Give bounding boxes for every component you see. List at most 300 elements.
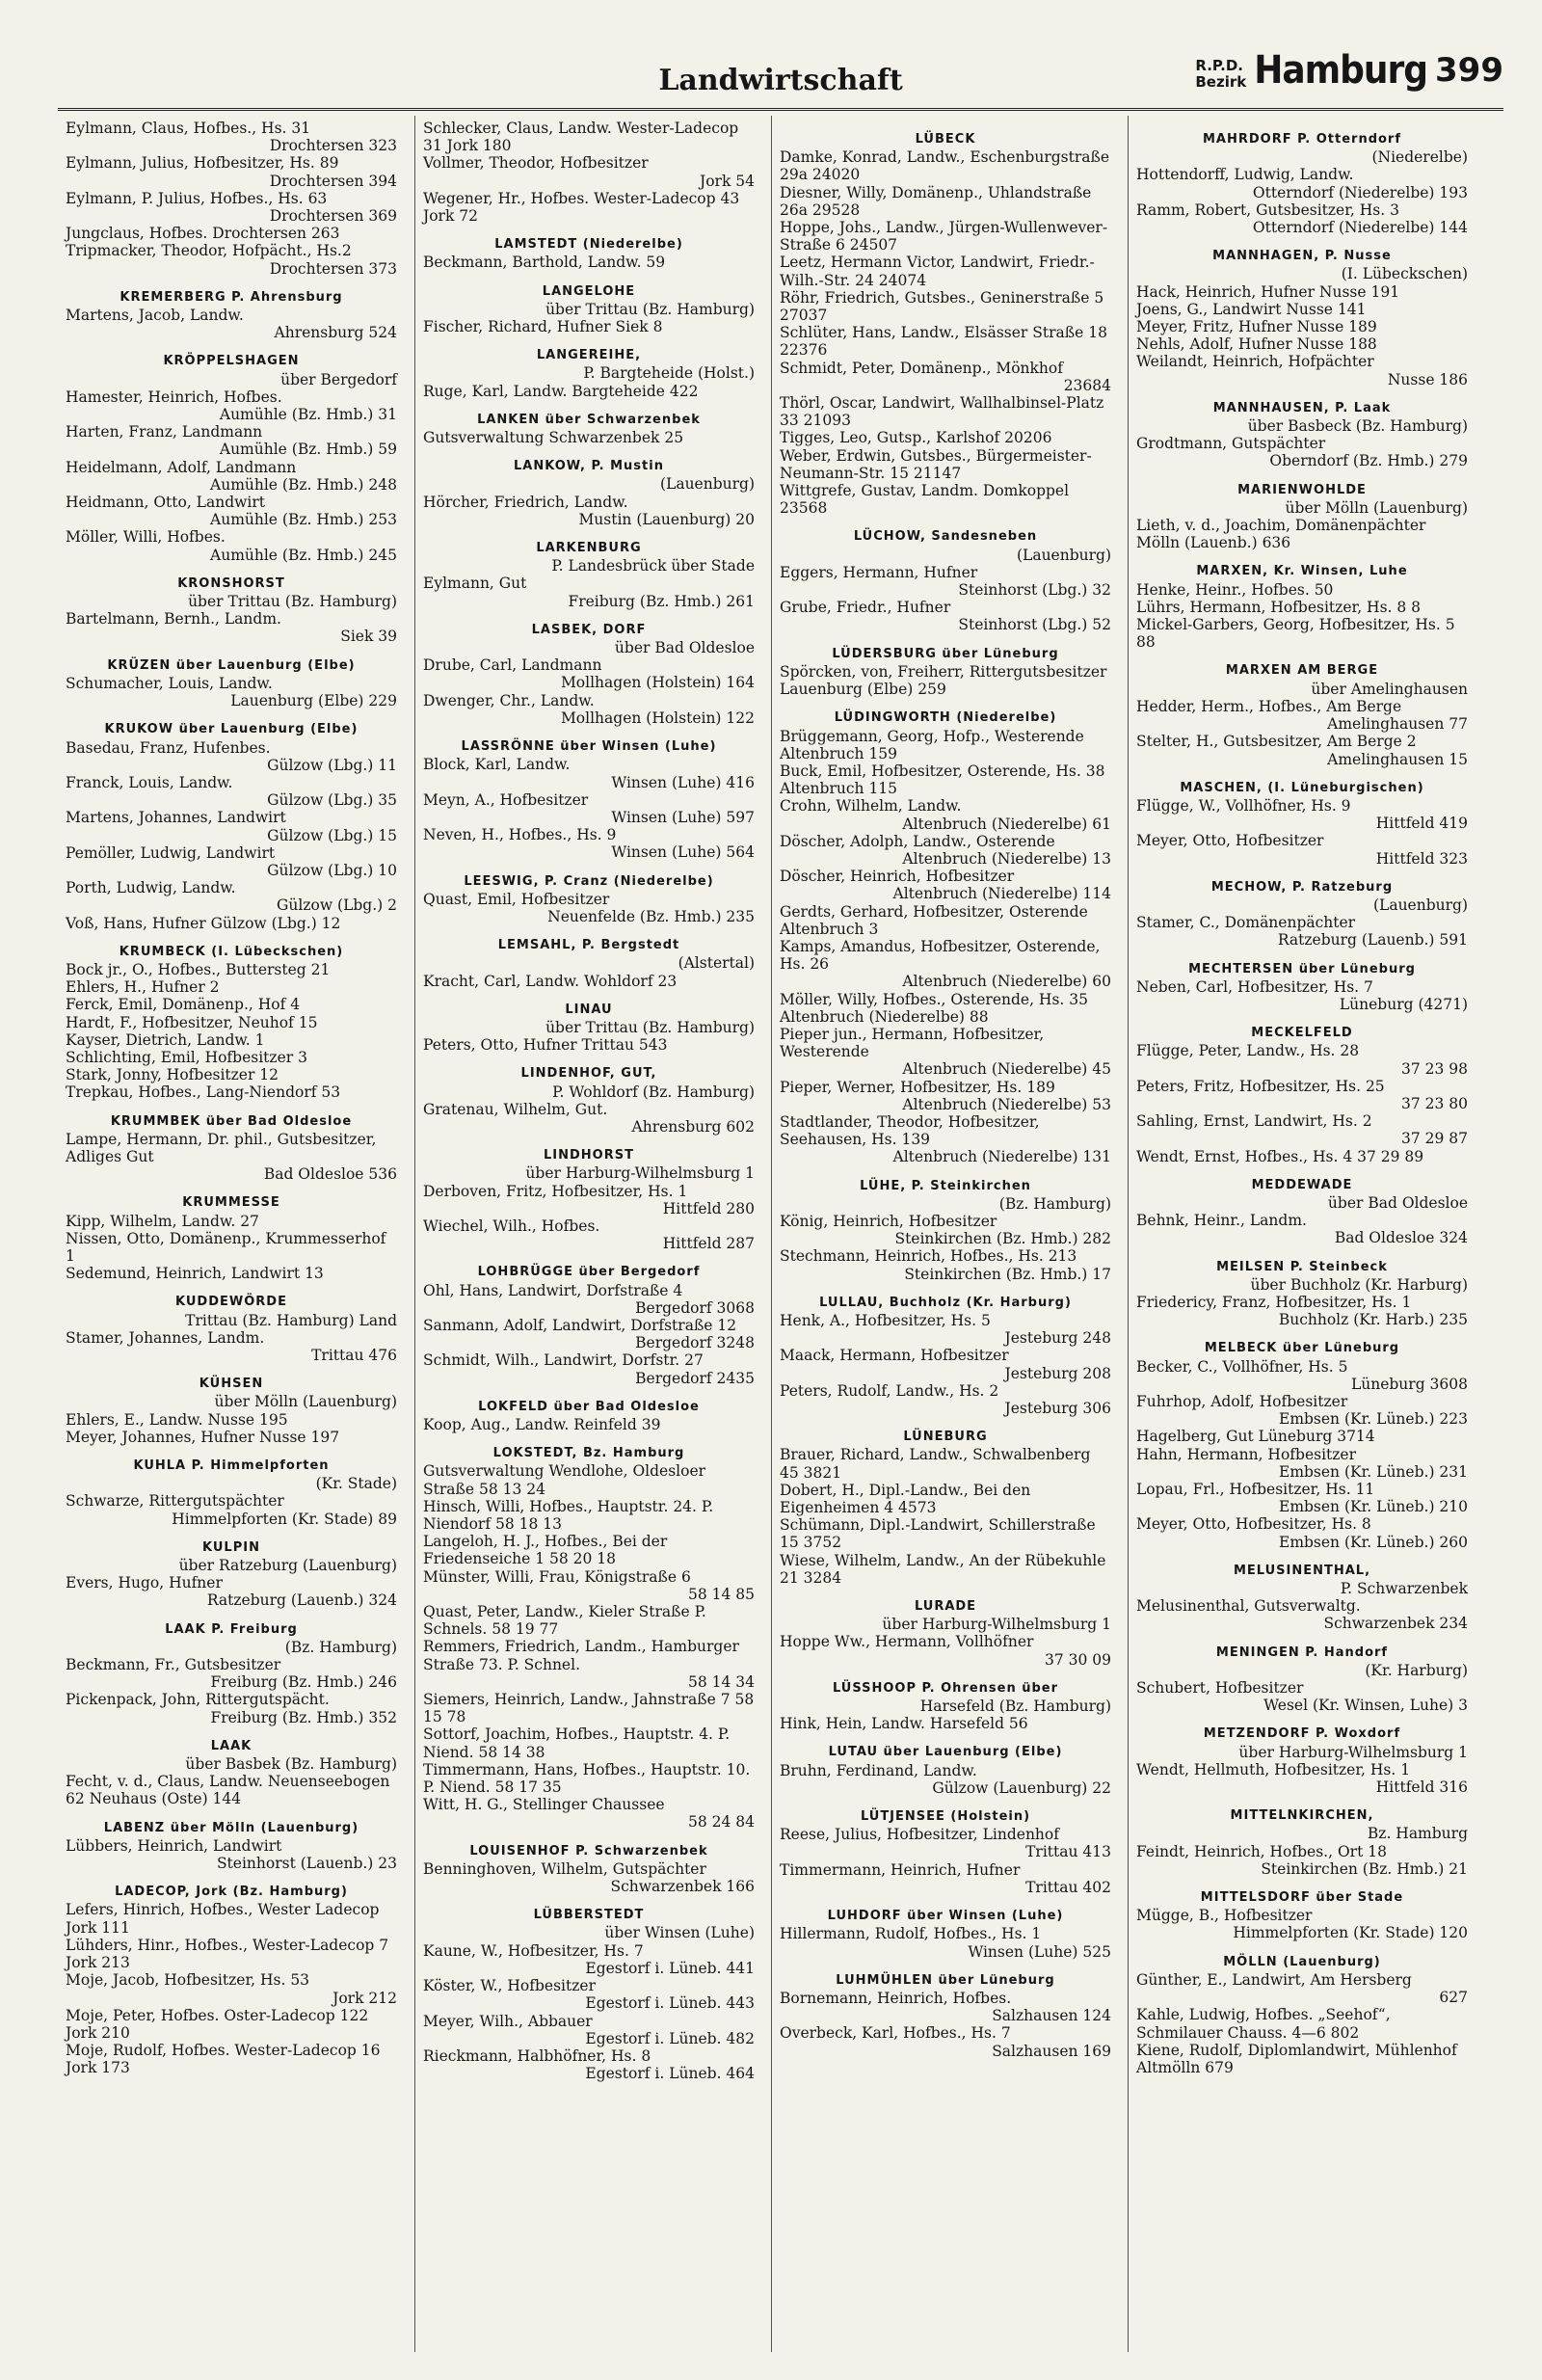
directory-entry [423,791,755,826]
directory-entry [423,1691,755,1725]
entry-name: Ehlers, H., Hufner 2 [66,978,220,997]
directory-entry [1136,698,1468,733]
directory-entry [1136,978,1468,1013]
directory-entry [1136,435,1468,469]
directory-entry [66,423,397,458]
entry-name: Münster, Willi, Frau, Königstraße 6 [423,1567,691,1586]
location-heading [66,353,397,388]
location-subtitle: über Mölln (Lauenburg) [214,1393,397,1411]
location-title: KRUKOW über Lauenburg (Elbe) [104,722,359,737]
directory-entry [423,891,755,925]
location-heading [66,1294,397,1328]
directory-entry [66,915,397,932]
entry-location: Drochtersen 394 [269,172,397,190]
entry-name: Damke, Konrad, Landw., Eschenburgstraße 29a 24020 [780,148,1110,184]
rpd-label [1195,58,1246,91]
directory-entry [1136,733,1468,767]
entry-name: Witt, H. G., Stellinger Chaussee [423,1796,665,1814]
directory-entry [66,809,397,843]
location-subtitle: über Harburg-Wilhelmsburg 1 [525,1164,755,1183]
entry-location: Egestorf i. Lüneb. 482 [585,2029,755,2047]
entry-name: Benninghoven, Wilhelm, Gutspächter [423,1859,706,1878]
directory-entry [66,388,397,423]
location-title: LINDHORST [544,1148,634,1163]
rpd-line-1: R.P.D. [1195,57,1243,74]
location-title: LABENZ über Mölln (Lauenburg) [103,1820,359,1835]
entry-name: Stechmann, Heinrich, Hofbes., Hs. 213 [780,1247,1077,1266]
entry-location: Mollhagen (Holstein) 164 [560,674,755,692]
directory-entry [423,1217,755,1252]
location-title: KRÖPPELSHAGEN [163,354,300,369]
entry-location: Steinhorst (Lbg.) 32 [958,581,1111,600]
location-heading [1136,131,1468,166]
entry-name: Beckmann, Barthold, Landw. 59 [423,254,666,272]
directory-entry [1136,1515,1468,1550]
location-heading [66,1738,397,1773]
entry-name: Schlüter, Hans, Landw., Elsässer Straße 18 22376 [780,324,1107,360]
entry-name: Schmidt, Wilh., Landwirt, Dorfstr. 27 [423,1351,704,1370]
entry-name: Ramm, Robert, Gutsbesitzer, Hs. 3 [1136,201,1399,219]
entry-name: Lampe, Hermann, Dr. phil., Gutsbesitzer, Adliges Gut [66,1130,377,1165]
location-title: LEMSAHL, P. Bergstedt [497,938,680,953]
location-subtitle: über Ratzeburg (Lauenburg) [178,1557,397,1575]
directory-entry [66,675,397,709]
location-title: MÖLLN (Lauenburg) [1223,1954,1381,1969]
directory-entry [423,1761,755,1796]
directory-entry [780,1347,1111,1381]
entry-name: Döscher, Adolph, Landw., Osterende [780,832,1055,850]
directory-entry [423,1568,755,1603]
directory-entry [66,1265,397,1282]
entry-name: Gerdts, Gerhard, Hofbesitzer, Osterende Altenbruch 3 [780,902,1088,938]
location-title: MEILSEN P. Steinbeck [1216,1259,1388,1274]
entry-name: Behnk, Heinr., Landm. [1136,1212,1307,1230]
directory-entry [780,1925,1111,1960]
directory-entry [780,599,1111,633]
location-heading [1136,879,1468,914]
location-heading [423,347,755,382]
entry-location: Embsen (Kr. Lüneb.) 231 [1279,1462,1468,1481]
entry-name: Schmidt, Peter, Domänenp., Mönkhof [780,359,1063,377]
entry-location: Winsen (Luhe) 525 [968,1942,1111,1961]
directory-entry [66,961,397,978]
location-title: MARXEN AM BERGE [1225,663,1379,679]
entry-name: Basedau, Franz, Hufenbes. [66,738,271,757]
entry-location: Bad Oldesloe 324 [1334,1229,1468,1247]
directory-entry [780,1990,1111,2024]
directory-entry [66,1574,397,1609]
location-title: MECKELFELD [1251,1026,1353,1041]
directory-entry [1136,1907,1468,1941]
entry-location: Gülzow (Lbg.) 11 [267,756,397,774]
location-subtitle: über Buchholz (Kr. Harburg) [1250,1275,1468,1294]
entry-location: Bergedorf 3068 [635,1298,755,1317]
entry-location: Aumühle (Bz. Hmb.) 245 [210,546,397,564]
entry-name: Harten, Franz, Landmann [66,423,263,441]
location-heading [1136,563,1468,580]
page-header [58,50,1503,106]
directory-entry [780,447,1111,482]
location-title: LULLAU, Buchholz (Kr. Harburg) [819,1295,1072,1310]
entry-name: Eylmann, Gut [423,575,527,593]
entry-location: Nusse 186 [1387,370,1468,388]
entry-name: Stark, Jonny, Hofbesitzer 12 [66,1066,279,1084]
entry-name: Hack, Heinrich, Hufner Nusse 191 [1136,282,1400,301]
location-heading [1136,400,1468,435]
location-title: LAMSTEDT (Niederelbe) [494,237,683,253]
entry-name: Wegener, Hr., Hofbes. Wester-Ladecop 43 Jork 72 [423,189,740,226]
entry-name: Martens, Johannes, Landwirt [66,809,286,827]
entry-name: Weilandt, Heinrich, Hofpächter [1136,353,1374,371]
location-title: KUDDEWÖRDE [175,1295,287,1310]
entry-name: Henke, Heinr., Hofbes. 50 [1136,580,1334,599]
entry-name: Remmers, Friedrich, Landm., Hamburger Straße 73. P. Schnel. [423,1638,739,1673]
entry-name: Flügge, W., Vollhöfner, Hs. 9 [1136,796,1351,815]
entry-name: Hoppe Ww., Hermann, Vollhöfner [780,1633,1034,1651]
entry-location: Freiburg (Bz. Hmb.) 261 [568,592,755,610]
location-subtitle: über Bergedorf [280,370,397,388]
location-heading [780,1808,1111,1826]
entry-name: Möller, Willi, Hofbes. [66,528,226,547]
location-heading [66,1539,397,1574]
directory-entry [423,190,755,225]
location-heading [66,944,397,961]
entry-location: 37 23 98 [1400,1059,1468,1078]
location-heading [423,1002,755,1036]
entry-name: Fuhrhop, Adolf, Hofbesitzer [1136,1393,1348,1410]
directory-entry [780,1762,1111,1797]
location-title: LUHMÜHLEN über Lüneburg [836,1972,1055,1988]
entry-name: Weber, Erdwin, Gutsbes., Bürgermeister-Neumann-Str. 15 21147 [780,446,1092,482]
entry-location: Aumühle (Bz. Hmb.) 248 [210,475,397,494]
entry-location: Siek 39 [340,628,397,646]
location-title: KRÜZEN über Lauenburg (Elbe) [107,657,356,673]
directory-entry [423,494,755,528]
entry-name: Neben, Carl, Hofbesitzer, Hs. 7 [1136,977,1373,996]
location-heading [1136,1954,1468,1971]
entry-name: Rieckmann, Halbhöfner, Hs. 8 [423,2046,651,2065]
directory-entry [423,1796,755,1831]
entry-name: Meyer, Otto, Hofbesitzer [1136,832,1324,850]
entry-name: Tigges, Leo, Gutsp., Karlshof 20206 [780,429,1052,447]
entry-location: Gülzow (Lbg.) 35 [267,791,397,810]
location-subtitle: (Lauenburg) [1372,896,1468,914]
entry-name: Martens, Jacob, Landw. [66,307,244,325]
entry-location: 58 14 85 [687,1585,755,1603]
entry-name: Friedericy, Franz, Hofbesitzer, Hs. 1 [1136,1293,1412,1311]
directory-entry [1136,283,1468,301]
entry-location: Egestorf i. Lüneb. 443 [585,1994,755,2013]
location-heading [423,236,755,254]
entry-name: Feindt, Heinrich, Hofbes., Ort 18 [1136,1842,1387,1860]
entry-location: Jork 54 [700,172,755,190]
entry-name: Brüggemann, Georg, Hofp., Westerende Altenbruch 159 [780,727,1084,762]
location-heading [423,540,755,575]
directory-entry [66,1429,397,1446]
location-title: LÜDINGWORTH (Niederelbe) [834,710,1057,726]
location-heading [1136,1807,1468,1842]
location-title: LÜTJENSEE (Holstein) [860,1809,1031,1825]
entry-name: Crohn, Wilhelm, Landw. [780,797,962,816]
entry-name: Hink, Hein, Landw. Harsefeld 56 [780,1715,1028,1733]
entry-name: Schumacher, Louis, Landw. [66,674,273,692]
directory-entry [423,1603,755,1638]
entry-name: Moje, Jacob, Hofbesitzer, Hs. 53 [66,1971,310,1990]
location-heading [423,1399,755,1416]
location-subtitle: (Bz. Hamburg) [998,1194,1111,1213]
directory-entry [1136,517,1468,551]
entry-location: Steinhorst (Lauenb.) 23 [216,1855,397,1873]
entry-name: Schümann, Dipl.-Landwirt, Schillerstraße 15 3752 [780,1516,1096,1552]
location-title: MELBECK über Lüneburg [1204,1341,1400,1356]
location-title: MECHOW, P. Ratzeburg [1210,879,1394,895]
directory-entry [66,1837,397,1872]
location-heading [66,1621,397,1656]
entry-name: Meyer, Johannes, Hufner Nusse 197 [66,1428,340,1446]
entry-name: Kahle, Ludwig, Hofbes. „Seehof“, Schmilauer Chauss. 4—6 802 [1136,2006,1391,2042]
directory-entry [66,844,397,879]
directory-entry [780,219,1111,254]
location-title: LURADE [914,1599,977,1615]
entry-name: Voß, Hans, Hufner Gülzow (Lbg.) 12 [66,914,341,932]
entry-name: Meyer, Wilh., Abbauer [423,2012,593,2030]
location-heading [1136,1177,1468,1212]
location-title: LANKOW, P. Mustin [514,459,664,474]
directory-entry [66,879,397,914]
directory-entry [780,1715,1111,1732]
entry-name: Bartelmann, Bernh., Landm. [66,610,281,628]
directory-entry [1136,832,1468,867]
directory-entry [780,1382,1111,1417]
entry-location: Himmelpforten (Kr. Stade) 120 [1233,1924,1468,1942]
directory-entry [1136,301,1468,318]
location-title: METZENDORF P. Woxdorf [1203,1726,1401,1742]
directory-entry [780,1516,1111,1551]
entry-location: Winsen (Luhe) 597 [611,808,755,826]
directory-entry [66,996,397,1013]
entry-name: Hörcher, Friedrich, Landw. [423,493,628,511]
directory-entry [780,1113,1111,1166]
location-heading [66,575,397,610]
location-title: LOKSTEDT, Bz. Hamburg [492,1446,685,1461]
entry-location: 37 29 87 [1400,1130,1468,1148]
entry-location: Drochtersen 373 [269,259,397,278]
directory-entry [780,1213,1111,1247]
directory-entry [66,1230,397,1265]
location-subtitle: über Bad Oldesloe [614,639,755,657]
location-title: KREMERBERG P. Ahrensburg [120,289,343,305]
entry-name: Kiene, Rudolf, Diplomlandwirt, Mühlenhof Altmölln 679 [1136,2041,1457,2076]
entry-location: Lüneburg 3608 [1350,1375,1468,1393]
entry-name: Meyer, Otto, Hofbesitzer, Hs. 8 [1136,1515,1371,1534]
directory-entry [1136,1481,1468,1515]
directory-entry [780,1861,1111,1896]
location-title: KÜHSEN [199,1377,264,1392]
directory-entry [780,324,1111,359]
entry-name: Hamester, Heinrich, Hofbes. [66,388,282,406]
location-title: MARXEN, Kr. Winsen, Luhe [1196,564,1408,579]
location-title: KRUMBECK (I. Lübeckschen) [119,944,344,959]
location-title: KRONSHORST [177,575,285,591]
directory-entry [423,1942,755,1977]
location-heading [66,1376,397,1410]
entry-name: Porth, Ludwig, Landw. [66,879,236,897]
entry-location: Altenbruch (Niederelbe) 114 [892,885,1111,903]
entry-name: Franck, Louis, Landw. [66,773,233,791]
entry-location: Altenbruch (Niederelbe) 53 [902,1095,1111,1113]
directory-entry [423,1725,755,1760]
entry-name: Pieper jun., Hermann, Hofbesitzer, Westerende [780,1025,1045,1061]
entry-name: Stamer, C., Domänenpächter [1136,914,1356,932]
entry-location: Wesel (Kr. Winsen, Luhe) 3 [1263,1697,1468,1715]
location-title: LANGEREIHE, [536,348,642,363]
directory-entry [66,2042,397,2076]
entry-name: Eggers, Hermann, Hufner [780,563,978,581]
location-title: LANGELOHE [542,283,636,299]
location-heading [423,937,755,972]
entry-location: Jesteburg 248 [1004,1329,1111,1348]
entry-name: Becker, C., Vollhöfner, Hs. 5 [1136,1357,1348,1376]
directory-entry [66,1901,397,1936]
entry-name: Kamps, Amandus, Hofbesitzer, Osterende, Hs. 26 [780,937,1101,974]
location-heading [1136,662,1468,697]
location-heading [780,1429,1111,1446]
location-subtitle: über Trittau (Bz. Hamburg) [545,300,755,318]
directory-entry [780,564,1111,599]
location-heading [780,646,1111,663]
directory-entry [780,394,1111,429]
location-title: LÜSSHOOP P. Ohrensen über [832,1680,1059,1696]
location-title: LEESWIG, P. Cranz (Niederelbe) [464,873,714,889]
entry-location: Hittfeld 287 [662,1235,755,1253]
directory-entry [780,254,1111,288]
entry-name: Hedder, Herm., Hofbes., Am Berge [1136,697,1402,715]
directory-entry [780,1633,1111,1668]
entry-name: Sahling, Ernst, Landwirt, Hs. 2 [1136,1112,1372,1131]
directory-entry [1136,335,1468,353]
directory-entry [66,1031,397,1049]
entry-name: Maack, Hermann, Hofbesitzer [780,1347,1009,1365]
directory-entry [423,973,755,990]
entry-name: Koop, Aug., Landw. Reinfeld 39 [423,1416,661,1433]
entry-name: Buck, Emil, Hofbesitzer, Osterende, Hs. 38 Altenbruch 115 [780,762,1105,798]
entry-name: Dobert, H., Dipl.-Landw., Bei den Eigenheimen 4 4573 [780,1481,1031,1517]
entry-name: Tripmacker, Theodor, Hofpächt., Hs.2 [66,242,352,260]
entry-name: Wiechel, Wilh., Hofbes. [423,1217,600,1235]
entry-location: Altenbruch (Niederelbe) 61 [902,815,1111,833]
directory-entry [423,1638,755,1691]
directory-entry [1136,1843,1468,1878]
entry-name: Lieth, v. d., Joachim, Domänenpächter Mölln (Lauenb.) 636 [1136,517,1426,552]
directory-entry [66,307,397,341]
entry-location: Aumühle (Bz. Hmb.) 59 [219,441,397,459]
directory-entry [423,575,755,609]
directory-entry [423,1183,755,1217]
directory-entry [1136,1358,1468,1393]
directory-entry [1136,2042,1468,2076]
entry-location: Drochtersen 323 [269,137,397,155]
entry-name: Mickel-Garbers, Georg, Hofbesitzer, Hs. 5 88 [1136,616,1455,652]
location-heading [780,1744,1111,1761]
location-heading [780,1908,1111,1925]
location-heading [780,528,1111,563]
directory-entry [423,1282,755,1317]
directory-entry [423,1317,755,1351]
location-title: LUHDORF über Winsen (Luhe) [827,1909,1064,1924]
location-title: LASSRÖNNE über Winsen (Luhe) [461,739,717,755]
directory-entry [66,225,397,242]
directory-entry [1136,1446,1468,1481]
entry-location: Egestorf i. Lüneb. 441 [585,1959,755,1977]
entry-name: Bruhn, Ferdinand, Landw. [780,1761,977,1779]
columns [58,116,1503,2352]
directory-entry [1136,2006,1468,2041]
location-title: LÜDERSBURG über Lüneburg [832,646,1059,661]
entry-name: Sanmann, Adolf, Landwirt, Dorfstraße 12 [423,1316,737,1334]
location-heading [1136,961,1468,978]
page-number: 399 [1435,51,1503,90]
directory-entry [66,459,397,494]
location-heading [66,289,397,307]
directory-entry [66,1937,397,1971]
entry-name: Hillermann, Rudolf, Hofbes., Hs. 1 [780,1925,1042,1943]
entry-name: Brauer, Richard, Landw., Schwalbenberg 45 3821 [780,1446,1091,1482]
directory-entry [66,1083,397,1101]
column-2 [414,116,762,2352]
entry-name: Kracht, Carl, Landw. Wohldorf 23 [423,972,678,990]
entry-location: Altenbruch (Niederelbe) 45 [902,1060,1111,1079]
location-title: KUHLA P. Himmelpforten [133,1458,330,1474]
entry-name: Siemers, Heinrich, Landw., Jahnstraße 7 58 15 78 [423,1691,755,1726]
entry-name: Grodtmann, Gutspächter [1136,435,1326,453]
entry-location: 627 [1439,1989,1468,2007]
location-subtitle: P. Landesbrück über Stade [551,557,755,575]
entry-location: Aumühle (Bz. Hmb.) 31 [219,406,397,424]
location-title: MELUSINENTHAL, [1233,1563,1371,1578]
directory-entry [780,1482,1111,1516]
location-heading [423,283,755,318]
entry-location: Bergedorf 2435 [635,1369,755,1387]
location-title: KRUMMBEK über Bad Oldesloe [110,1113,353,1129]
location-heading [66,721,397,738]
entry-location: Egestorf i. Lüneb. 464 [585,2065,755,2083]
entry-location: Mollhagen (Holstein) 122 [560,709,755,727]
location-title: LÜHE, P. Steinkirchen [860,1178,1031,1193]
location-title: KRUMMESSE [182,1195,280,1211]
entry-name: Schlecker, Claus, Landw. Wester-Ladecop 31 Jork 180 [423,120,739,155]
location-heading [1136,1889,1468,1907]
entry-location: Salzhausen 124 [992,2007,1111,2025]
entry-location: Oberndorf (Bz. Hmb.) 279 [1269,452,1468,470]
directory-entry [423,429,755,446]
location-subtitle: Harsefeld (Bz. Hamburg) [919,1698,1111,1716]
entry-location: Jork 212 [332,1989,397,2007]
entry-name: Eylmann, Claus, Hofbes., Hs. 31 [66,120,311,137]
entry-name: Hoppe, Johs., Landw., Jürgen-Wullenwever-Straße 6 24507 [780,219,1108,254]
directory-entry [66,1691,397,1725]
location-title: LÜBBERSTEDT [533,1908,645,1923]
location-heading [1136,248,1468,282]
location-title: MECHTERSEN über Lüneburg [1188,961,1416,976]
location-subtitle: Bz. Hamburg [1367,1825,1468,1843]
entry-name: Joens, G., Landwirt Nusse 141 [1136,300,1367,318]
entry-location: Embsen (Kr. Lüneb.) 223 [1279,1410,1468,1429]
entry-name: Moje, Rudolf, Hofbes. Wester-Ladecop 16 Jork 173 [66,2042,381,2077]
entry-name: Heidmann, Otto, Landwirt [66,494,265,512]
entry-location: Trittau 402 [1025,1878,1111,1896]
entry-name: Wendt, Hellmuth, Hofbesitzer, Hs. 1 [1136,1760,1411,1778]
entry-location: Mustin (Lauenburg) 20 [578,510,755,528]
